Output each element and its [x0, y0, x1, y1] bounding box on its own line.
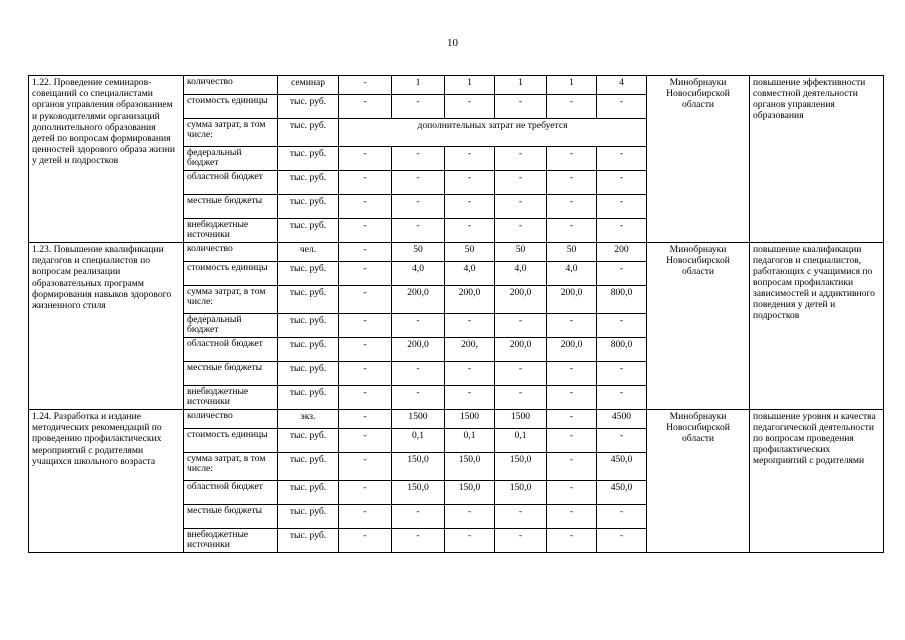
merged-note-cell: дополнительных затрат не требуется: [339, 119, 647, 147]
indicator-cell: количество: [184, 243, 278, 262]
value-cell: 50: [445, 243, 495, 262]
indicator-cell: сумма затрат, в том числе:: [184, 119, 278, 147]
value-cell: 1500: [495, 410, 547, 429]
value-cell: -: [392, 147, 445, 171]
value-cell: 150,0: [445, 481, 495, 505]
indicator-cell: стоимость единицы: [184, 429, 278, 453]
value-cell: 1: [495, 76, 547, 95]
value-cell: 150,0: [495, 453, 547, 481]
value-cell: -: [339, 362, 392, 386]
value-cell: 200,0: [495, 338, 547, 362]
value-cell: -: [597, 262, 647, 286]
value-cell: 200,0: [547, 338, 597, 362]
value-cell: 1500: [392, 410, 445, 429]
value-cell: -: [339, 453, 392, 481]
value-cell: -: [392, 529, 445, 553]
value-cell: 0,1: [445, 429, 495, 453]
value-cell: -: [392, 95, 445, 119]
indicator-cell: областной бюджет: [184, 171, 278, 195]
unit-cell: тыс. руб.: [278, 171, 339, 195]
value-cell: -: [339, 171, 392, 195]
indicator-cell: внебюджетные источники: [184, 219, 278, 243]
value-cell: -: [547, 171, 597, 195]
value-cell: -: [547, 481, 597, 505]
value-cell: -: [339, 410, 392, 429]
unit-cell: тыс. руб.: [278, 481, 339, 505]
executor-cell: Минобрнауки Новосибирской области: [647, 76, 750, 243]
value-cell: 200,0: [495, 286, 547, 314]
value-cell: -: [597, 314, 647, 338]
value-cell: -: [392, 314, 445, 338]
value-cell: 1: [392, 76, 445, 95]
value-cell: 4,0: [547, 262, 597, 286]
unit-cell: тыс. руб.: [278, 429, 339, 453]
value-cell: -: [445, 219, 495, 243]
value-cell: -: [339, 429, 392, 453]
value-cell: -: [445, 505, 495, 529]
value-cell: 1: [547, 76, 597, 95]
page-number: 10: [447, 37, 458, 49]
value-cell: -: [339, 76, 392, 95]
value-cell: 0,1: [495, 429, 547, 453]
indicator-cell: стоимость единицы: [184, 262, 278, 286]
measure-name-cell: 1.22. Проведение семинаров-совещаний со специалистами органов управления образованием и руководителями организаций дополнительного образования детей по вопросам формирования ценностей здорового образа жизни у детей и подростков: [29, 76, 184, 243]
value-cell: -: [339, 529, 392, 553]
value-cell: 150,0: [445, 453, 495, 481]
unit-cell: тыс. руб.: [278, 219, 339, 243]
value-cell: 200,0: [445, 286, 495, 314]
value-cell: -: [339, 481, 392, 505]
value-cell: 1500: [445, 410, 495, 429]
indicator-cell: федеральный бюджет: [184, 314, 278, 338]
table-body: [29, 76, 884, 553]
unit-cell: тыс. руб.: [278, 505, 339, 529]
value-cell: -: [445, 529, 495, 553]
unit-cell: чел.: [278, 243, 339, 262]
unit-cell: тыс. руб.: [278, 262, 339, 286]
value-cell: -: [339, 219, 392, 243]
value-cell: -: [495, 314, 547, 338]
value-cell: 4,0: [392, 262, 445, 286]
table-row: [29, 243, 884, 262]
value-cell: 4500: [597, 410, 647, 429]
unit-cell: тыс. руб.: [278, 95, 339, 119]
value-cell: -: [547, 95, 597, 119]
value-cell: -: [445, 147, 495, 171]
value-cell: -: [495, 95, 547, 119]
value-cell: 4,0: [445, 262, 495, 286]
value-cell: 0,1: [392, 429, 445, 453]
expected-result-cell: повышение квалификации педагогов и специалистов, работающих с учащимися по вопросам профилактики зависимостей и аддиктивного поведения у детей и подростков: [750, 243, 884, 410]
value-cell: -: [339, 95, 392, 119]
unit-cell: тыс. руб.: [278, 386, 339, 410]
indicator-cell: областной бюджет: [184, 481, 278, 505]
value-cell: 150,0: [495, 481, 547, 505]
value-cell: -: [445, 362, 495, 386]
program-measures-table: [28, 75, 884, 553]
value-cell: -: [392, 505, 445, 529]
value-cell: 150,0: [392, 453, 445, 481]
value-cell: -: [445, 386, 495, 410]
unit-cell: тыс. руб.: [278, 362, 339, 386]
value-cell: -: [392, 362, 445, 386]
value-cell: 200,0: [547, 286, 597, 314]
value-cell: -: [495, 219, 547, 243]
value-cell: -: [339, 147, 392, 171]
unit-cell: тыс. руб.: [278, 529, 339, 553]
value-cell: -: [339, 286, 392, 314]
value-cell: 200,0: [392, 286, 445, 314]
value-cell: -: [495, 171, 547, 195]
value-cell: 150,0: [392, 481, 445, 505]
unit-cell: тыс. руб.: [278, 338, 339, 362]
indicator-cell: местные бюджеты: [184, 195, 278, 219]
value-cell: 450,0: [597, 481, 647, 505]
indicator-cell: количество: [184, 410, 278, 429]
value-cell: -: [445, 314, 495, 338]
value-cell: -: [339, 243, 392, 262]
value-cell: 50: [392, 243, 445, 262]
value-cell: -: [547, 314, 597, 338]
unit-cell: тыс. руб.: [278, 286, 339, 314]
value-cell: 50: [547, 243, 597, 262]
value-cell: 200,0: [392, 338, 445, 362]
value-cell: -: [392, 195, 445, 219]
value-cell: -: [597, 386, 647, 410]
value-cell: -: [495, 195, 547, 219]
value-cell: 450,0: [597, 453, 647, 481]
value-cell: 200,: [445, 338, 495, 362]
indicator-cell: местные бюджеты: [184, 362, 278, 386]
unit-cell: тыс. руб.: [278, 314, 339, 338]
table-row: [29, 410, 884, 429]
value-cell: -: [597, 95, 647, 119]
value-cell: -: [339, 505, 392, 529]
value-cell: -: [445, 95, 495, 119]
value-cell: 800,0: [597, 338, 647, 362]
value-cell: -: [547, 410, 597, 429]
table-row: [29, 76, 884, 95]
indicator-cell: количество: [184, 76, 278, 95]
value-cell: -: [339, 338, 392, 362]
value-cell: -: [339, 386, 392, 410]
value-cell: -: [547, 219, 597, 243]
unit-cell: экз.: [278, 410, 339, 429]
unit-cell: тыс. руб.: [278, 195, 339, 219]
value-cell: -: [597, 505, 647, 529]
value-cell: -: [597, 362, 647, 386]
value-cell: -: [495, 386, 547, 410]
value-cell: -: [392, 386, 445, 410]
expected-result-cell: повышение уровня и качества педагогической деятельности по вопросам проведения профилактических мероприятий с родителями: [750, 410, 884, 553]
value-cell: -: [392, 171, 445, 195]
value-cell: -: [547, 505, 597, 529]
value-cell: 1: [445, 76, 495, 95]
value-cell: 4,0: [495, 262, 547, 286]
value-cell: -: [495, 529, 547, 553]
value-cell: -: [597, 171, 647, 195]
indicator-cell: областной бюджет: [184, 338, 278, 362]
value-cell: -: [547, 429, 597, 453]
measure-name-cell: 1.23. Повышение квалификации педагогов и специалистов по вопросам реализации образовательных программ формирования навыков здорового жизненного стиля: [29, 243, 184, 410]
unit-cell: тыс. руб.: [278, 119, 339, 147]
value-cell: -: [495, 505, 547, 529]
value-cell: 50: [495, 243, 547, 262]
value-cell: -: [597, 147, 647, 171]
value-cell: -: [339, 262, 392, 286]
indicator-cell: стоимость единицы: [184, 95, 278, 119]
value-cell: -: [547, 195, 597, 219]
indicator-cell: местные бюджеты: [184, 505, 278, 529]
measure-name-cell: 1.24. Разработка и издание методических рекомендаций по проведению профилактических мероприятий с родителями учащихся школьного возраста: [29, 410, 184, 553]
value-cell: -: [495, 362, 547, 386]
indicator-cell: внебюджетные источники: [184, 529, 278, 553]
indicator-cell: федеральный бюджет: [184, 147, 278, 171]
indicator-cell: внебюджетные источники: [184, 386, 278, 410]
value-cell: -: [597, 529, 647, 553]
value-cell: -: [597, 195, 647, 219]
value-cell: 4: [597, 76, 647, 95]
value-cell: -: [339, 195, 392, 219]
unit-cell: тыс. руб.: [278, 147, 339, 171]
value-cell: -: [597, 219, 647, 243]
value-cell: -: [547, 386, 597, 410]
indicator-cell: сумма затрат, в том числе:: [184, 286, 278, 314]
value-cell: -: [547, 147, 597, 171]
executor-cell: Минобрнауки Новосибирской области: [647, 243, 750, 410]
value-cell: -: [547, 453, 597, 481]
indicator-cell: сумма затрат, в том числе:: [184, 453, 278, 481]
value-cell: -: [597, 429, 647, 453]
value-cell: -: [495, 147, 547, 171]
value-cell: -: [445, 195, 495, 219]
value-cell: -: [339, 314, 392, 338]
value-cell: -: [392, 219, 445, 243]
value-cell: -: [445, 171, 495, 195]
unit-cell: тыс. руб.: [278, 453, 339, 481]
value-cell: -: [547, 529, 597, 553]
expected-result-cell: повышение эффективности совместной деятельности органов управления образования: [750, 76, 884, 243]
value-cell: -: [547, 362, 597, 386]
executor-cell: Минобрнауки Новосибирской области: [647, 410, 750, 553]
unit-cell: семинар: [278, 76, 339, 95]
value-cell: 200: [597, 243, 647, 262]
value-cell: 800,0: [597, 286, 647, 314]
